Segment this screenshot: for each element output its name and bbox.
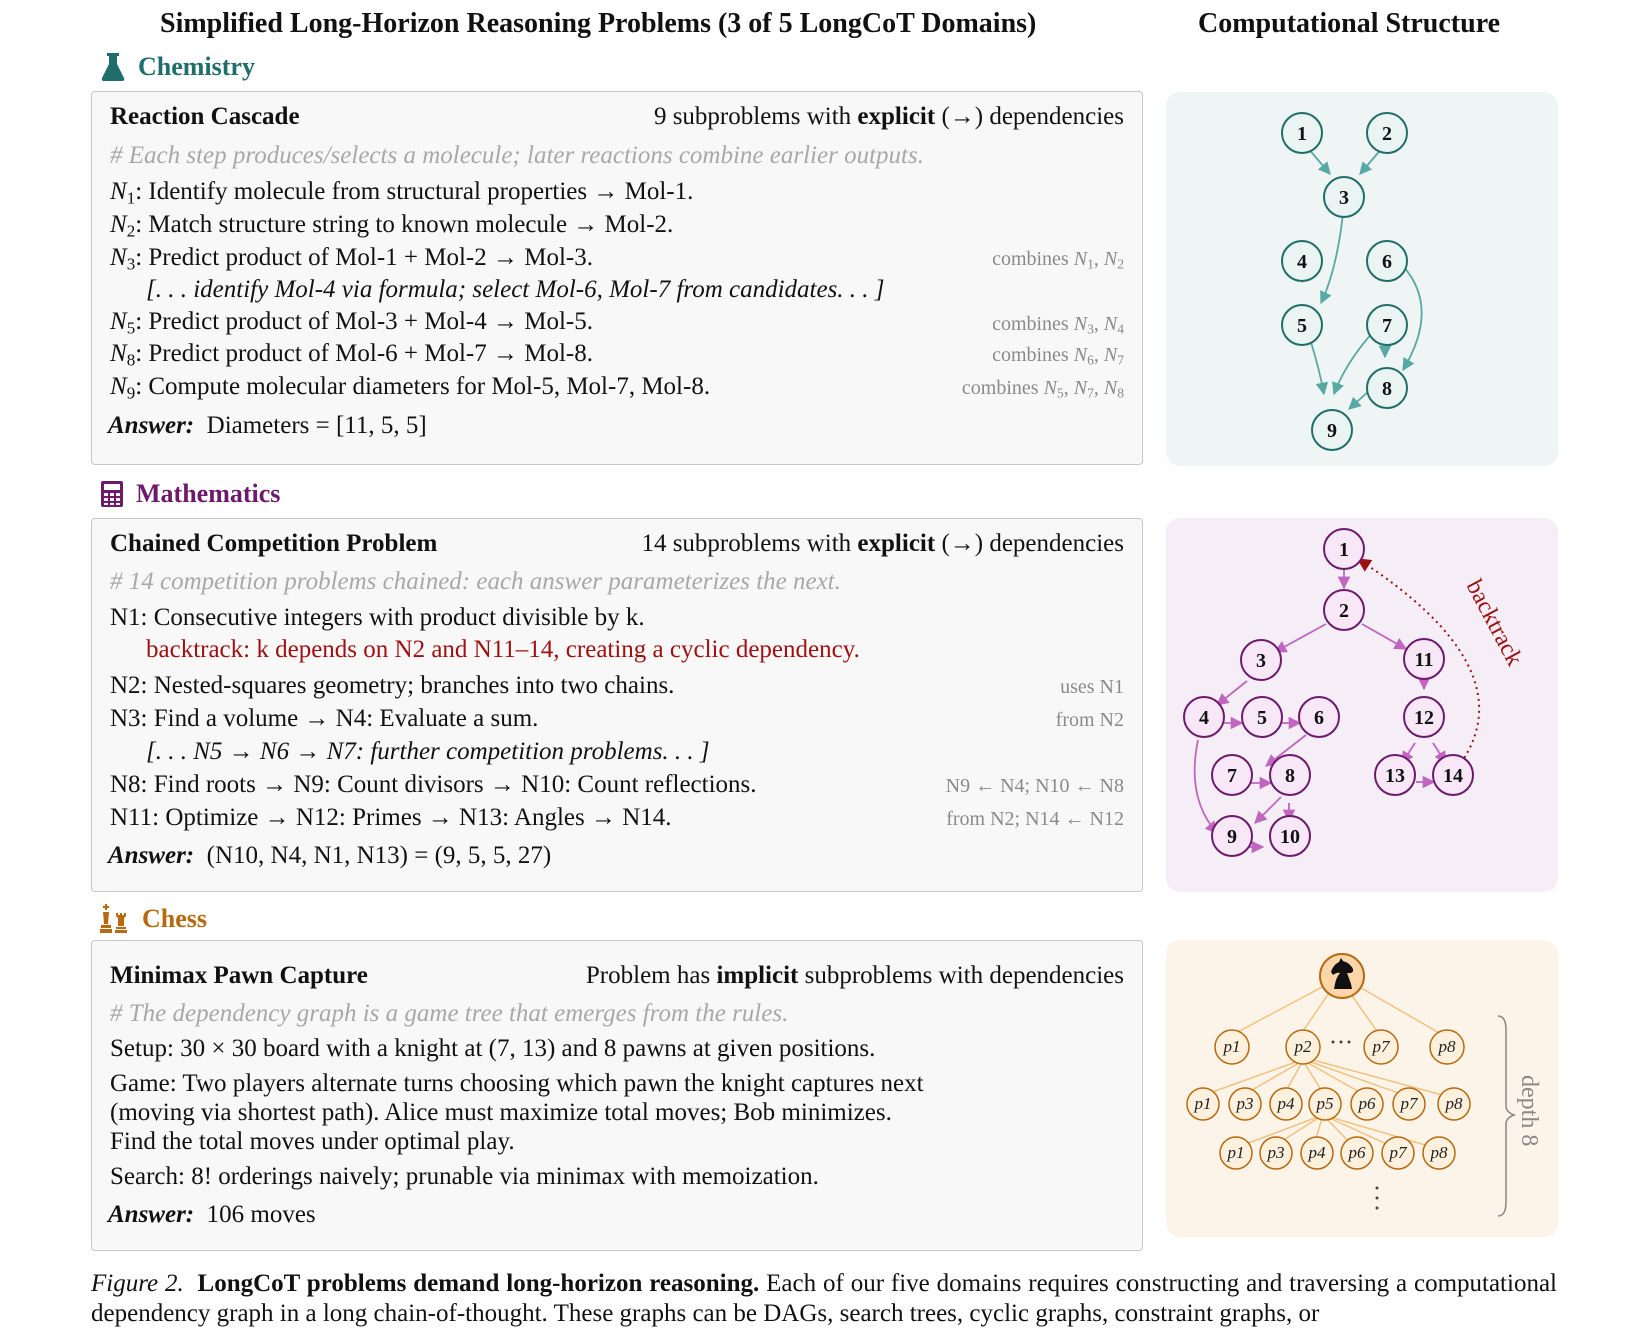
tree-r2-p7: p7: [1400, 1094, 1418, 1113]
chess-summary: Problem has implicit subproblems with dependencies: [585, 962, 1124, 989]
mathematics-ellipsis: [. . . N5 → N6 → N7: further competition problems. . . ]: [146, 738, 710, 765]
mathematics-problem-box: [91, 518, 1143, 892]
tree-r2-p4: p4: [1277, 1094, 1295, 1113]
mathematics-step-1: N1: Consecutive integers with product divisible by k.: [110, 604, 645, 631]
math-node-8: 8: [1285, 765, 1295, 787]
flask-icon: [100, 52, 126, 82]
chess-game-line-3: Find the total moves under optimal play.: [110, 1128, 515, 1155]
math-node-7: 7: [1227, 765, 1237, 787]
math-node-5: 5: [1257, 707, 1267, 729]
chemistry-comment: # Each step produces/selects a molecule; later reactions combine earlier outputs.: [110, 142, 924, 169]
tree-r2-p5: p5: [1316, 1094, 1334, 1113]
mathematics-step-8: N8: Find roots → N9: Count divisors → N10: Count reflections.: [110, 771, 757, 798]
mathematics-section-label: Mathematics: [136, 479, 281, 508]
tree-r3-p7: p7: [1389, 1143, 1407, 1162]
chemistry-ellipsis: [. . . identify Mol-4 via formula; select Mol-6, Mol-7 from candidates. . . ]: [146, 276, 885, 303]
chem-node-9: 9: [1327, 420, 1337, 442]
chem-node-2: 2: [1382, 123, 1392, 145]
backtrack-edge-label: backtrack: [1460, 575, 1528, 671]
mathematics-step-2: N2: Nested-squares geometry; branches into two chains.: [110, 672, 675, 699]
mathematics-problem-title: Chained Competition Problem: [110, 530, 438, 557]
math-node-13: 13: [1385, 765, 1405, 787]
math-node-3: 3: [1256, 650, 1266, 672]
chem-node-4: 4: [1297, 251, 1307, 273]
chess-game-line-1: Game: Two players alternate turns choosing which pawn the knight captures next: [110, 1070, 924, 1097]
figure-right-header: Computational Structure: [1198, 8, 1501, 39]
tree-r3-p8: p8: [1430, 1143, 1448, 1162]
chemistry-step-9: $N_9$: Compute molecular diameters for Mol-5, Mol-7, Mol-8.: [110, 373, 711, 403]
chem-node-7: 7: [1382, 315, 1392, 337]
chem-node-3: 3: [1339, 187, 1349, 209]
mathematics-summary: 14 subproblems with explicit (→) dependencies: [641, 530, 1124, 557]
math-node-6: 6: [1314, 707, 1324, 729]
chemistry-step-9-note: combines $N_5$, $N_7$, $N_8$: [961, 377, 1124, 401]
chemistry-step-5-note: combines $N_3$, $N_4$: [992, 313, 1124, 337]
chemistry-problem-box: [91, 91, 1143, 465]
chem-node-5: 5: [1297, 315, 1307, 337]
tree-r3-p6: p6: [1348, 1143, 1366, 1162]
chemistry-step-1: $N_1$: Identify molecule from structural properties → Mol-1.: [110, 178, 694, 208]
mathematics-comment: # 14 competition problems chained: each answer parameterizes the next.: [110, 568, 841, 595]
mathematics-step-11-note: from N2; N14 ← N12: [946, 808, 1124, 830]
chess-pieces-icon: [100, 904, 130, 934]
math-node-9: 9: [1227, 826, 1237, 848]
tree-r3-p3: p3: [1267, 1143, 1285, 1162]
math-node-12: 12: [1414, 707, 1434, 729]
figure-caption: Figure 2. LongCoT problems demand long-horizon reasoning. Each of our five domains requires constructing and traversing a computational dependency graph in a long chain-of-thought. These graphs can be DAGs, search trees, cyclic graphs, constraint graphs, or: [91, 1270, 1557, 1327]
mathematics-step-3-note: from N2: [1055, 709, 1124, 731]
mathematics-step-2-note: uses N1: [1060, 676, 1124, 698]
chemistry-section-heading: [100, 52, 255, 82]
tree-r1-p7: p7: [1372, 1037, 1390, 1056]
tree-r1-p1: p1: [1223, 1037, 1241, 1056]
tree-r3-p1: p1: [1227, 1143, 1245, 1162]
chemistry-step-8: $N_8$: Predict product of Mol-6 + Mol-7 → Mol-8.: [110, 340, 593, 370]
ellipsis-dots-vertical: [1376, 1187, 1379, 1210]
chem-node-6: 6: [1382, 251, 1392, 273]
chemistry-step-2: $N_2$: Match structure string to known molecule → Mol-2.: [110, 211, 674, 241]
math-node-1: 1: [1339, 539, 1349, 561]
math-node-11: 11: [1414, 649, 1434, 671]
chess-setup: Setup: 30 × 30 board with a knight at (7, 13) and 8 pawns at given positions.: [110, 1035, 876, 1062]
tree-r2-p1: p1: [1194, 1094, 1212, 1113]
chemistry-step-3-note: combines $N_1$, $N_2$: [992, 248, 1124, 272]
chess-problem-title: Minimax Pawn Capture: [110, 962, 368, 989]
chemistry-answer: Answer: Diameters = [11, 5, 5]: [108, 412, 427, 439]
mathematics-dependency-graph: [1166, 518, 1558, 892]
depth-label: depth 8: [1516, 1075, 1542, 1147]
chess-answer: Answer: 106 moves: [108, 1201, 316, 1228]
chess-section-label: Chess: [142, 904, 208, 933]
math-node-4: 4: [1199, 707, 1209, 729]
tree-r2-p3: p3: [1236, 1094, 1254, 1113]
mathematics-backtrack-note: backtrack: k depends on N2 and N11–14, creating a cyclic dependency.: [146, 636, 860, 663]
chess-section-heading: [100, 904, 207, 934]
chemistry-problem-title: Reaction Cascade: [110, 103, 300, 130]
chemistry-summary: 9 subproblems with explicit (→) dependencies: [653, 103, 1124, 130]
chem-node-8: 8: [1382, 378, 1392, 400]
figure-left-header: Simplified Long-Horizon Reasoning Problems (3 of 5 LongCoT Domains): [160, 8, 1037, 39]
ellipsis-dots-horizontal: [1332, 1041, 1351, 1044]
tree-r1-p2: p2: [1294, 1037, 1312, 1056]
chess-game-line-2: (moving via shortest path). Alice must maximize total moves; Bob minimizes.: [110, 1099, 892, 1126]
chemistry-step-8-note: combines $N_6$, $N_7$: [992, 344, 1124, 368]
tree-r3-p4: p4: [1308, 1143, 1326, 1162]
chess-problem-box: [91, 940, 1143, 1251]
chemistry-step-3: $N_3$: Predict product of Mol-1 + Mol-2 → Mol-3.: [110, 244, 593, 274]
calculator-icon: [100, 480, 124, 508]
mathematics-step-11: N11: Optimize → N12: Primes → N13: Angles → N14.: [110, 804, 672, 831]
chess-comment: # The dependency graph is a game tree that emerges from the rules.: [110, 1000, 789, 1027]
math-node-14: 14: [1443, 765, 1463, 787]
mathematics-answer: Answer: (N10, N4, N1, N13) = (9, 5, 5, 27): [108, 842, 552, 869]
chemistry-dependency-graph: [1166, 92, 1558, 466]
chem-node-1: 1: [1297, 123, 1307, 145]
tree-r1-p8: p8: [1438, 1037, 1456, 1056]
math-node-10: 10: [1280, 826, 1300, 848]
chemistry-step-5: $N_5$: Predict product of Mol-3 + Mol-4 → Mol-5.: [110, 308, 593, 338]
mathematics-step-3: N3: Find a volume → N4: Evaluate a sum.: [110, 705, 539, 732]
tree-r2-p6: p6: [1358, 1094, 1376, 1113]
depth-brace: [1498, 1016, 1514, 1216]
chess-game-tree: [1166, 940, 1558, 1237]
mathematics-section-heading: [100, 479, 280, 509]
tree-r2-p8: p8: [1445, 1094, 1463, 1113]
math-node-2: 2: [1339, 600, 1349, 622]
chemistry-section-label: Chemistry: [138, 52, 255, 81]
chess-search: Search: 8! orderings naively; prunable via minimax with memoization.: [110, 1163, 819, 1190]
mathematics-step-8-note: N9 ← N4; N10 ← N8: [945, 775, 1124, 797]
